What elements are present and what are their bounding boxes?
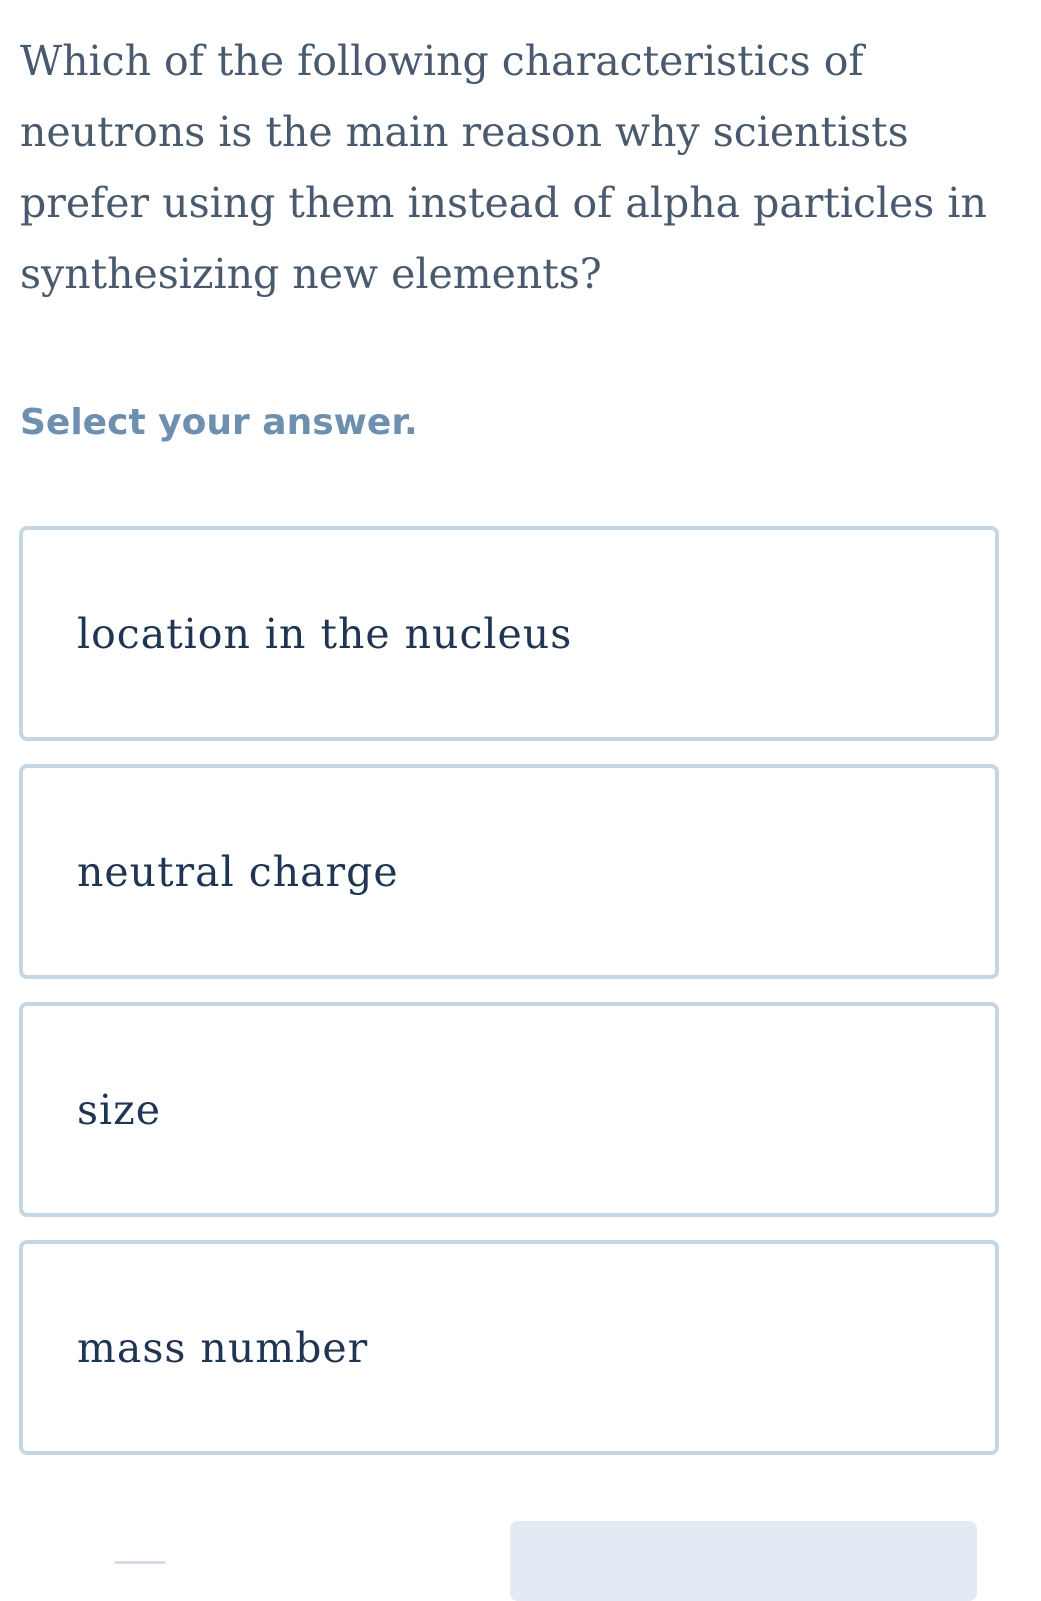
answer-option-mass-number[interactable] <box>19 1240 999 1455</box>
answer-option-label: location in the nucleus <box>77 609 573 658</box>
submit-button[interactable] <box>510 1521 977 1601</box>
select-answer-prompt: Select your answer. <box>20 402 418 443</box>
answer-option-label: mass number <box>77 1323 369 1372</box>
answer-option-neutral-charge[interactable] <box>19 764 999 979</box>
answer-option-location-in-the-nucleus[interactable] <box>19 526 999 741</box>
question-text: Which of the following characteristics of neutrons is the main reason why scientists prefer using them instead of alpha particles in synthesizing new elements? <box>20 37 987 298</box>
answer-option-size[interactable] <box>19 1002 999 1217</box>
answer-option-label: size <box>77 1085 162 1134</box>
answer-option-label: neutral charge <box>77 847 399 896</box>
answer-choices <box>19 526 999 1478</box>
partial-link-underline <box>115 1561 165 1564</box>
